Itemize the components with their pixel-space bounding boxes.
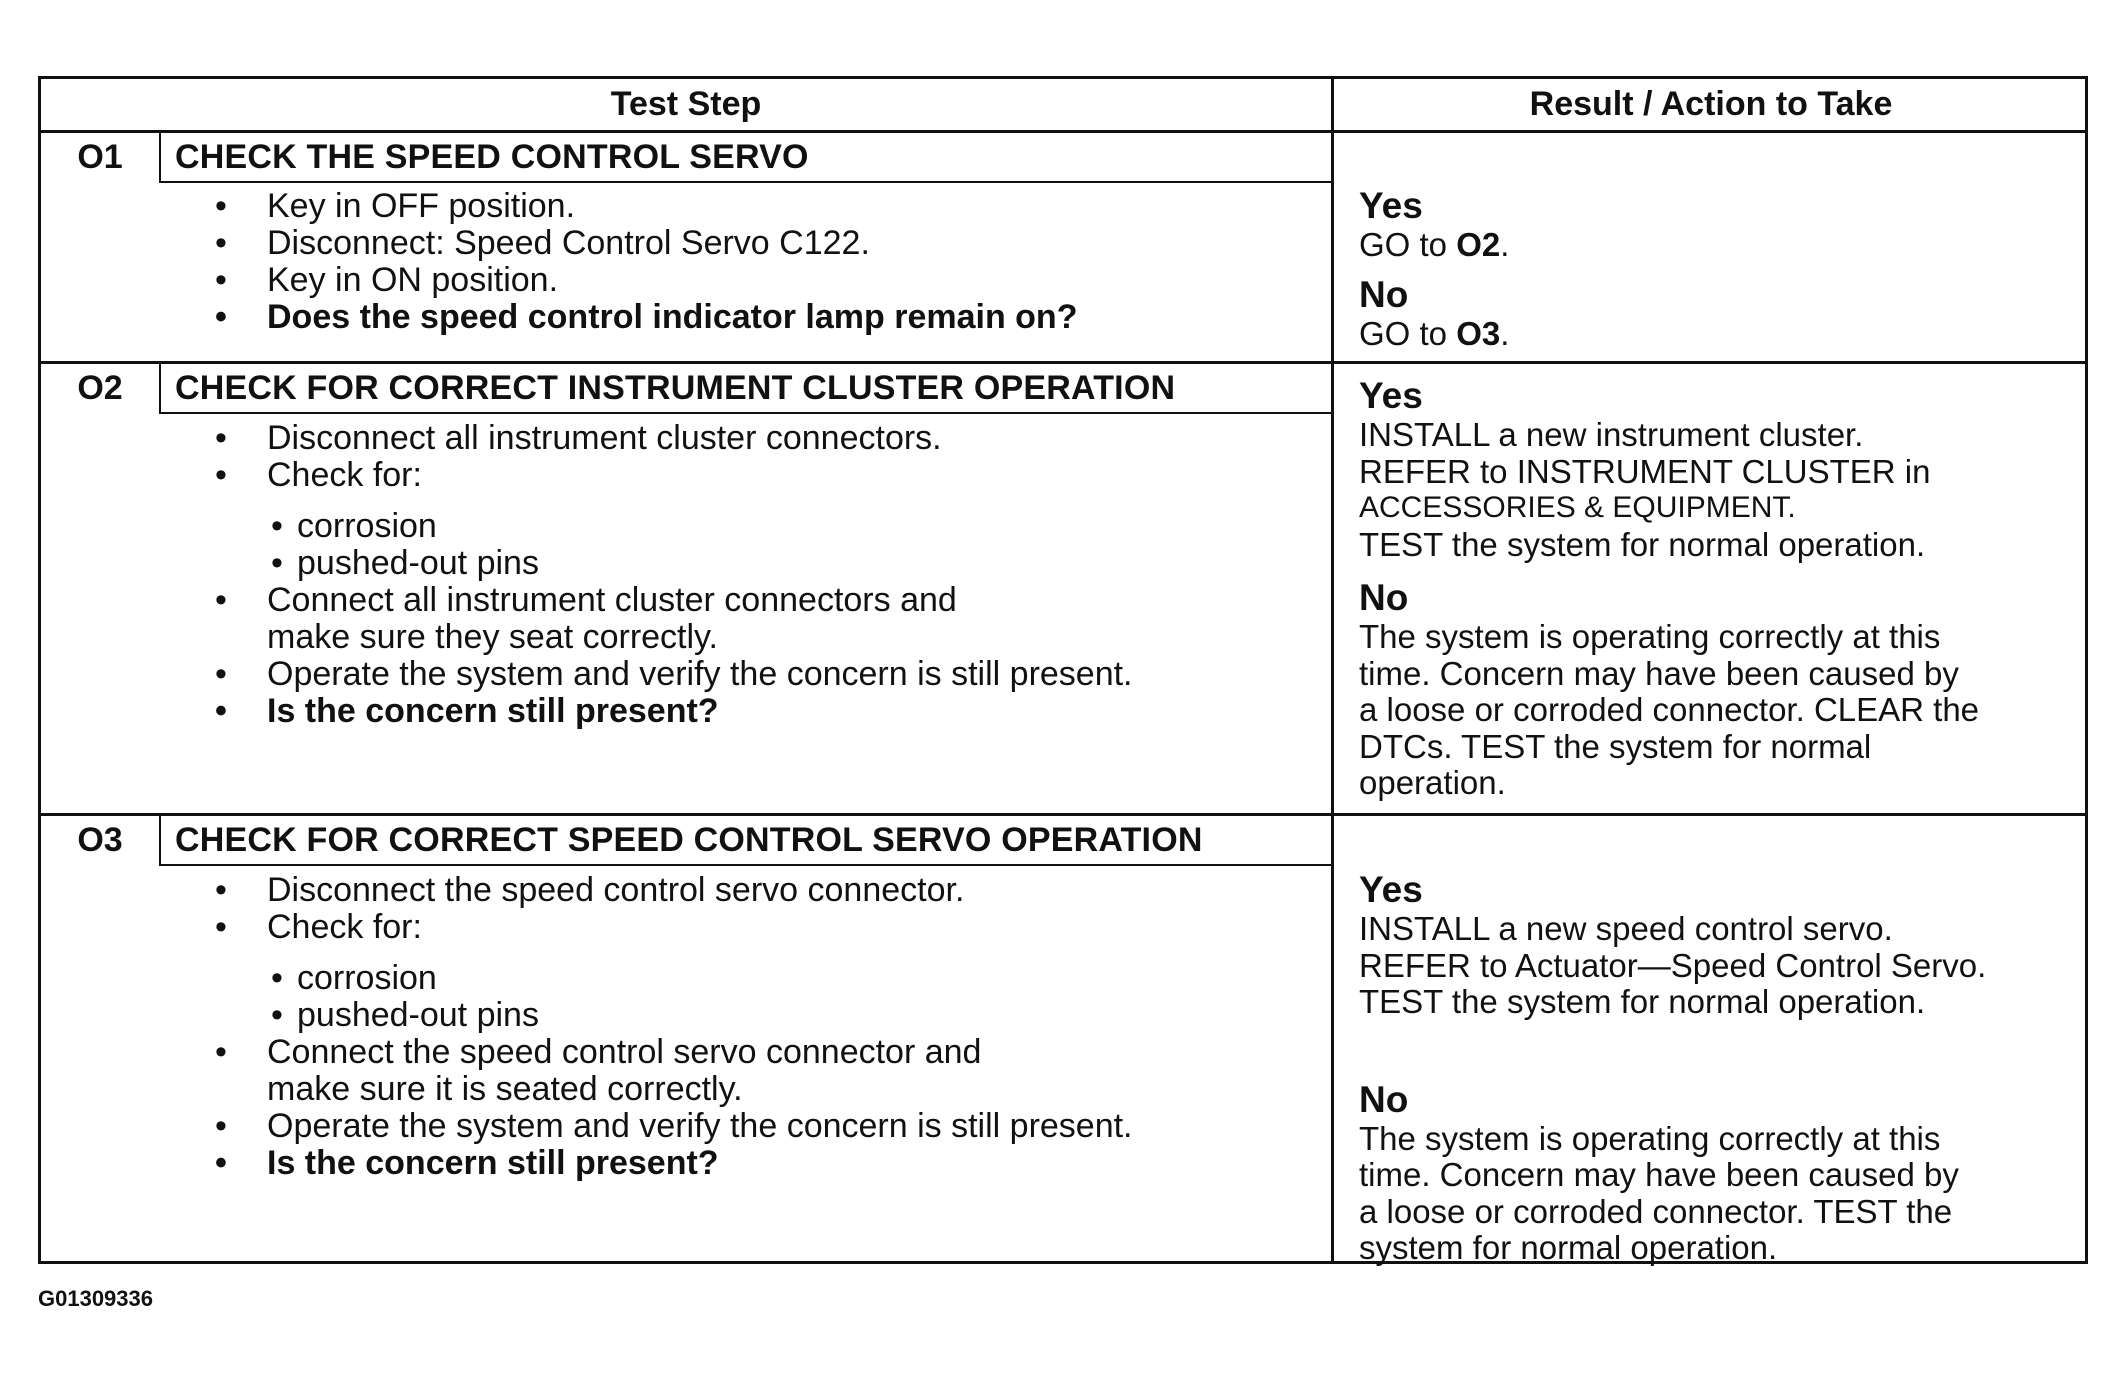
instruction-item: • Disconnect the speed control servo connector. bbox=[171, 872, 1133, 909]
instruction-item: • Connect the speed control servo connector and make sure it is seated correctly. bbox=[171, 1034, 1057, 1108]
step-question: • Is the concern still present? bbox=[171, 1145, 1133, 1182]
step-question: • Does the speed control indicator lamp remain on? bbox=[171, 299, 1077, 336]
instruction-item bbox=[171, 457, 1133, 582]
instruction-item: • Disconnect: Speed Control Servo C122. bbox=[171, 225, 1077, 262]
no-line: system for normal operation. bbox=[1359, 1229, 1778, 1266]
yes-line: REFER to INSTRUMENT CLUSTER in bbox=[1359, 452, 1931, 490]
yes-line: ACCESSORIES & EQUIPMENT. bbox=[1359, 491, 1796, 524]
yes-line: INSTALL a new speed control servo. bbox=[1359, 910, 1893, 947]
step-title: CHECK FOR CORRECT SPEED CONTROL SERVO OPERATION bbox=[175, 820, 1203, 859]
step-instructions bbox=[171, 188, 1077, 336]
sub-item: • pushed-out pins bbox=[267, 997, 1133, 1034]
instruction-item: • Key in ON position. bbox=[171, 262, 1077, 299]
step-title-divider bbox=[159, 181, 1331, 183]
step-instructions bbox=[171, 872, 1133, 1182]
step-num-divider bbox=[159, 364, 161, 412]
no-label: No bbox=[1359, 577, 1409, 618]
step-number: O2 bbox=[77, 368, 123, 407]
no-label: No bbox=[1359, 1078, 1409, 1120]
sub-item: • corrosion bbox=[267, 508, 1133, 545]
no-action: GO to O3. bbox=[1359, 314, 1510, 352]
instruction-item: • Connect all instrument cluster connectors and make sure they seat correctly. bbox=[171, 582, 1027, 656]
sub-list bbox=[267, 960, 1133, 1034]
step-title: CHECK FOR CORRECT INSTRUMENT CLUSTER OPERATION bbox=[175, 368, 1176, 407]
yes-line: TEST the system for normal operation. bbox=[1359, 983, 1926, 1020]
instruction-text: Check for: bbox=[267, 456, 422, 494]
no-label: No bbox=[1359, 273, 1409, 315]
no-line: a loose or corroded connector. CLEAR the bbox=[1359, 691, 1980, 728]
instruction-item: • Disconnect all instrument cluster connectors. bbox=[171, 420, 1133, 457]
instruction-item: • Key in OFF position. bbox=[171, 188, 1077, 225]
result-cell bbox=[1359, 185, 2071, 352]
test-step-table bbox=[38, 76, 2088, 1264]
instruction-item bbox=[171, 909, 1133, 1034]
no-line: a loose or corroded connector. TEST the bbox=[1359, 1192, 1953, 1230]
yes-line: TEST the system for normal operation. bbox=[1359, 525, 1926, 563]
yes-label: Yes bbox=[1359, 869, 1423, 910]
result-cell bbox=[1359, 869, 2071, 1267]
yes-label: Yes bbox=[1359, 185, 1423, 226]
no-line: The system is operating correctly at this bbox=[1359, 618, 1941, 655]
instruction-text: Check for: bbox=[267, 908, 422, 946]
step-number: O1 bbox=[77, 137, 123, 176]
step-title: CHECK THE SPEED CONTROL SERVO bbox=[175, 137, 809, 176]
yes-label: Yes bbox=[1359, 375, 1423, 416]
step-num-divider bbox=[159, 133, 161, 181]
go-to-text: GO to bbox=[1359, 226, 1448, 263]
go-to-target: O3 bbox=[1456, 314, 1501, 352]
yes-action: GO to O2. bbox=[1359, 226, 1510, 263]
step-number: O3 bbox=[77, 820, 123, 859]
step-instructions bbox=[171, 420, 1133, 730]
header-result: Result / Action to Take bbox=[1529, 85, 1893, 123]
step-title-divider bbox=[159, 412, 1331, 414]
figure-code: G01309336 bbox=[38, 1286, 153, 1311]
yes-line: INSTALL a new instrument cluster. bbox=[1359, 416, 1864, 453]
sub-list bbox=[267, 508, 1133, 582]
step-title-divider bbox=[159, 864, 1331, 866]
result-cell bbox=[1359, 375, 2071, 802]
instruction-item: • Operate the system and verify the concern is still present. bbox=[171, 1108, 1133, 1145]
instruction-item: • Operate the system and verify the concern is still present. bbox=[171, 656, 1133, 693]
step-num-divider bbox=[159, 816, 161, 864]
step-question: • Is the concern still present? bbox=[171, 693, 1133, 730]
sub-item: • pushed-out pins bbox=[267, 545, 1133, 582]
go-to-target: O2 bbox=[1456, 226, 1501, 263]
no-line: DTCs. TEST the system for normal bbox=[1359, 727, 1872, 765]
no-line: time. Concern may have been caused by bbox=[1359, 654, 1959, 692]
no-line: time. Concern may have been caused by bbox=[1359, 1156, 1959, 1193]
column-divider bbox=[1331, 79, 1334, 1264]
sub-item: • corrosion bbox=[267, 960, 1133, 997]
no-line: operation. bbox=[1359, 764, 1506, 801]
yes-line: REFER to Actuator—Speed Control Servo. bbox=[1359, 946, 1987, 984]
header-test-step: Test Step bbox=[610, 85, 762, 123]
no-line: The system is operating correctly at this bbox=[1359, 1119, 1941, 1157]
go-to-text: GO to bbox=[1359, 314, 1448, 352]
